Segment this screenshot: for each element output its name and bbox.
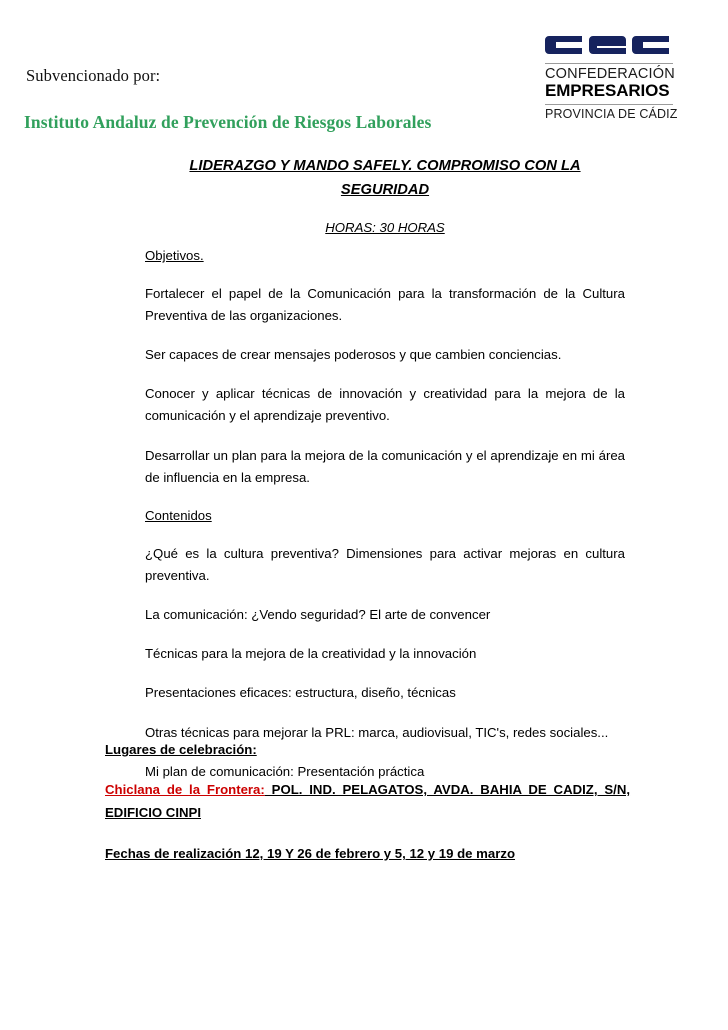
venue-address: POL. IND. PELAGATOS, AVDA. BAHIA DE CADIZ, S/N, EDIFICIO CINPI [105,781,631,820]
venue-block [105,740,630,864]
subsidy-label: Subvencionado por: [26,66,161,85]
logo-line-provincia: PROVINCIA DE CÁDIZ [545,106,678,121]
contents-heading: Contenidos [145,508,212,523]
venue-city: Chiclana de la Frontera: [105,781,265,797]
document-header [0,0,728,145]
cec-logotype-icon [545,30,673,60]
logo-line-confederacion: CONFEDERACIÓN [545,66,675,82]
content-item: Técnicas para la mejora de la creatividad y la innovación [145,646,477,662]
venue-heading: Lugares de celebración: [105,742,257,757]
course-dates: Fechas de realización 12, 19 Y 26 de febrero y 5, 12 y 19 de marzo [105,846,516,862]
logo-line-empresarios: EMPRESARIOS [545,81,670,101]
content-item: Mi plan de comunicación: Presentación práctica [145,763,425,779]
content-item: ¿Qué es la cultura preventiva? Dimensiones para activar mejoras en cultura preventiva. [145,545,625,583]
content-item: Presentaciones eficaces: estructura, diseño, técnicas [145,685,456,701]
logo-divider-top [545,63,673,64]
cec-logo [545,30,677,122]
content-item: Otras técnicas para mejorar la PRL: marca, audiovisual, TIC's, redes sociales... [145,724,609,740]
content-item: La comunicación: ¿Vendo seguridad? El arte de convencer [145,607,491,623]
objective-item: Conocer y aplicar técnicas de innovación y creatividad para la mejora de la comunicación y el aprendizaje preventivo. [145,386,625,424]
logo-divider-bottom [545,104,673,105]
course-hours: HORAS: 30 HORAS [325,219,445,235]
objective-item: Desarrollar un plan para la mejora de la comunicación y el aprendizaje en mi área de influencia en la empresa. [145,447,625,485]
course-title: LIDERAZGO Y MANDO SAFELY. COMPROMISO CON LA SEGURIDAD [189,158,581,198]
institute-name: Instituto Andaluz de Prevención de Riesgos Laborales [24,112,432,132]
objective-item: Fortalecer el papel de la Comunicación para la transformación de la Cultura Preventiva de las organizaciones. [145,285,625,323]
title-block [145,155,625,235]
venue-address-line [105,779,630,824]
document-body [145,246,625,783]
objectives-heading: Objetivos. [145,248,204,263]
objective-item: Ser capaces de crear mensajes poderosos y que cambien conciencias. [145,347,562,363]
